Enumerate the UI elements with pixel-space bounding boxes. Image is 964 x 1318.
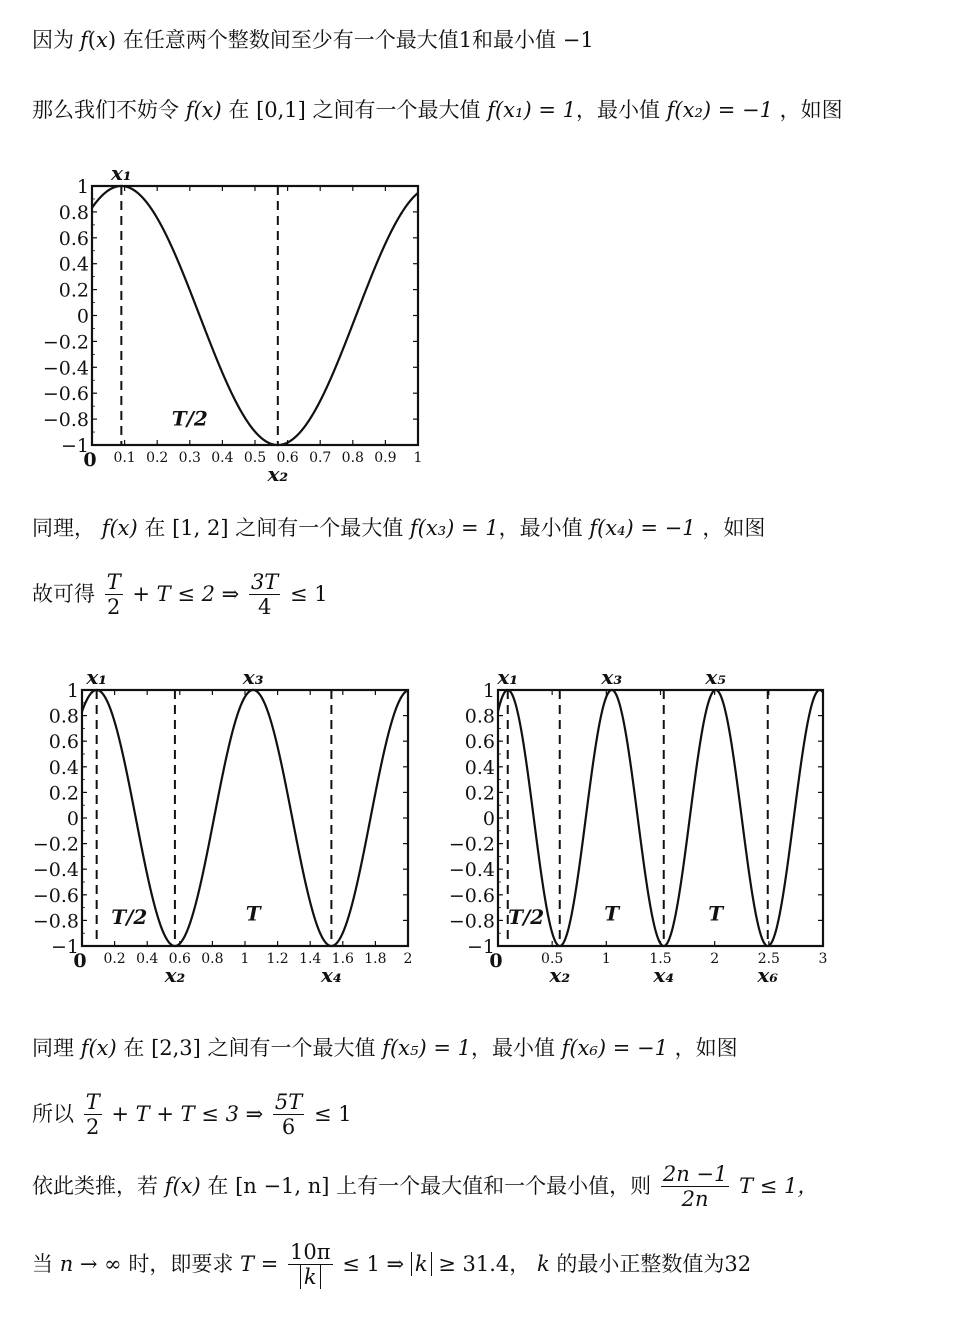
x-tick-label: 0.8 [201,951,224,967]
x-tick-label: 1.2 [266,951,289,967]
y-tick-label: 0.8 [48,705,79,728]
x-tick-label: 0.4 [211,450,234,466]
text-fragment: ，最小值 [470,1036,555,1060]
x-tick-label: 0.4 [136,951,159,967]
annotation-label: T [245,901,261,926]
math-fx2: f(x₂) = −1 [666,98,773,122]
y-tick-label: −0.6 [448,884,495,907]
math-fx: f(x) [185,98,222,122]
annotation-label: x₆ [757,963,779,987]
y-tick-label: 0 [482,808,495,830]
annotation-label: x₁ [110,161,132,185]
text-fragment: 依此类推，若 [32,1174,158,1199]
text-fragment: 时，即要求 [128,1252,234,1277]
math-fx: f(x) [164,1174,201,1199]
x-tick-label: 0 [83,449,97,471]
math-expression: + T ≤ 2 ⇒ [132,582,240,607]
numerator: 2n −1 [662,1162,728,1186]
y-tick-label: 0.2 [58,279,89,302]
x-tick-label: 1 [240,951,250,967]
text-line-5 [32,1038,738,1059]
x-tick-label: 0.5 [243,450,267,466]
annotation-label: T [708,901,724,926]
x-tick-label: 2 [710,951,720,967]
text-fragment: 在 [1, 2] 之间有一个最大值 [144,516,404,540]
y-tick-label: 0.2 [48,782,79,805]
denominator: 6 [281,1115,296,1140]
text-fragment: ) 在任意两个整数间至少有一个最大值1和最小值 −1 [107,28,594,52]
annotation-label: x₂ [549,963,571,987]
y-tick-label: −0.4 [448,859,495,882]
math-expression: ≤ 1 ⇒ [342,1252,405,1277]
denominator: 2n [681,1187,709,1212]
math-k: k [536,1252,550,1277]
y-tick-label: −0.6 [32,884,79,907]
annotation-label: T/2 [171,406,208,431]
math-n-to-infinity: n → ∞ [59,1252,122,1277]
y-tick-label: 1 [76,176,89,198]
x-tick-label: 1 [413,450,423,466]
y-tick-label: −1 [50,936,79,958]
math-expression: ≥ 31.4， [438,1252,531,1277]
y-tick-label: 0 [66,808,79,830]
y-tick-label: −0.6 [42,383,89,406]
y-tick-label: 1 [482,680,495,702]
x-tick-label: 1.4 [299,951,322,967]
numerator: T [85,1090,100,1114]
annotation-label: x₄ [653,963,675,987]
math-expression: ≤ 1 [313,1102,352,1127]
y-tick-label: −0.4 [32,859,79,882]
y-tick-label: −0.4 [42,357,89,380]
y-tick-label: −0.8 [448,910,495,933]
x-tick-label: 1.8 [364,951,387,967]
denominator: 4 [257,595,272,620]
x-tick-label: 0.6 [168,951,191,967]
text-fragment: 在 [2,3] 之间有一个最大值 [123,1036,376,1060]
text-fragment: 在 [0,1] 之间有一个最大值 [228,98,481,122]
annotation-label: T/2 [508,905,545,930]
math-fx3: f(x₃) = 1 [409,516,499,540]
numerator: 5T [274,1090,303,1114]
y-tick-label: 0.6 [464,731,495,754]
fraction-t-over-2 [84,1090,102,1139]
annotation-label: x₁ [497,665,519,689]
math-t-equals: T = [240,1252,279,1277]
x-tick-label: 0.3 [178,450,201,466]
y-tick-label: −0.8 [42,409,89,432]
math-fx: f(x) [80,1036,117,1060]
numerator: T [106,570,121,594]
y-tick-label: 0.4 [58,253,89,276]
x-tick-label: 0.7 [309,450,332,466]
x-tick-label: 0.6 [276,450,299,466]
denominator [288,1265,333,1289]
x-tick-label: 1 [601,951,611,967]
math-x: x [95,28,108,52]
x-tick-label: 0.9 [374,450,397,466]
text-fragment: ，如图 [779,98,843,122]
text-fragment: ，如图 [674,1036,738,1060]
x-tick-label: 1.5 [649,951,672,967]
y-tick-label: −0.2 [32,833,79,856]
text-fragment: 因为 [32,28,74,52]
math-paren: ( [87,28,96,52]
x-tick-label: 2 [403,951,413,967]
x-tick-label: 0.2 [103,951,126,967]
fraction-2n-1-over-2n [661,1162,730,1211]
y-tick-label: −1 [60,435,89,457]
text-fragment: 同理 [32,1036,74,1060]
math-fx1: f(x₁) = 1 [487,98,576,122]
text-fragment: 那么我们不妨令 [32,98,179,122]
text-fragment: 故可得 [32,582,95,607]
annotation-label: x₅ [705,665,727,689]
math-expression: T ≤ 1， [739,1174,819,1199]
text-fragment: 在 [n −1, n] 上有一个最大值和一个最小值，则 [207,1174,652,1199]
y-tick-label: 0.4 [48,756,79,779]
annotation-label: T [604,901,620,926]
x-tick-label: 0.5 [541,951,564,967]
y-tick-label: 0.2 [464,782,495,805]
text-line-8 [32,1240,751,1289]
x-tick-label: 3 [818,951,828,967]
y-tick-label: −1 [466,936,495,958]
math-fx5: f(x₅) = 1 [382,1036,471,1060]
x-tick-label: 0 [73,950,87,972]
math-fx6: f(x₆) = −1 [561,1036,668,1060]
text-line-7 [32,1162,818,1211]
y-tick-label: 0.6 [58,227,89,250]
fraction-5t-over-6 [273,1090,304,1139]
text-fragment: ，最小值 [498,516,583,540]
y-tick-label: 0 [76,305,89,328]
annotation-label: x₁ [86,665,108,689]
annotation-label: x₂ [267,462,289,486]
text-line-6 [32,1090,352,1139]
x-tick-label: 0 [489,950,503,972]
math-expression: + T + T ≤ 3 ⇒ [111,1102,264,1127]
y-tick-label: 0.6 [48,731,79,754]
annotation-label: T/2 [111,905,148,930]
numerator: 3T [250,570,279,594]
numerator: 10π [290,1240,331,1264]
abs-k: k [300,1265,321,1289]
math-f: f [80,28,88,52]
math-fx4: f(x₄) = −1 [589,516,696,540]
annotation-label: x₃ [601,665,623,689]
annotation-label: x₂ [164,963,186,987]
x-tick-label: 0.1 [113,450,136,466]
annotation-label: x₃ [242,665,264,689]
y-tick-label: −0.2 [448,833,495,856]
denominator: 2 [107,595,121,620]
math-expression: ≤ 1 [290,582,328,607]
text-fragment: 所以 [32,1102,74,1127]
abs-k: k [411,1252,432,1276]
x-tick-label: 0.8 [341,450,364,466]
annotation-label: x₄ [321,963,342,987]
y-tick-label: 0.4 [464,756,495,779]
y-tick-label: −0.2 [42,331,89,354]
text-fragment: ，最小值 [575,98,660,122]
curve-series [498,690,823,946]
text-fragment: 的最小正整数值为32 [556,1252,752,1277]
text-fragment: 当 [32,1252,53,1277]
y-tick-label: 1 [66,680,79,702]
y-tick-label: 0.8 [464,705,495,728]
denominator: 2 [86,1115,100,1140]
text-fragment: ，如图 [702,516,766,540]
y-tick-label: 0.8 [58,201,89,224]
math-fx: f(x) [101,516,138,540]
fraction-10pi-over-abs-k [288,1240,333,1289]
y-tick-label: −0.8 [32,910,79,933]
text-fragment: 同理， [32,516,95,540]
x-tick-label: 0.2 [146,450,169,466]
x-tick-label: 1.6 [331,951,354,967]
x-tick-label: 2.5 [757,951,780,967]
